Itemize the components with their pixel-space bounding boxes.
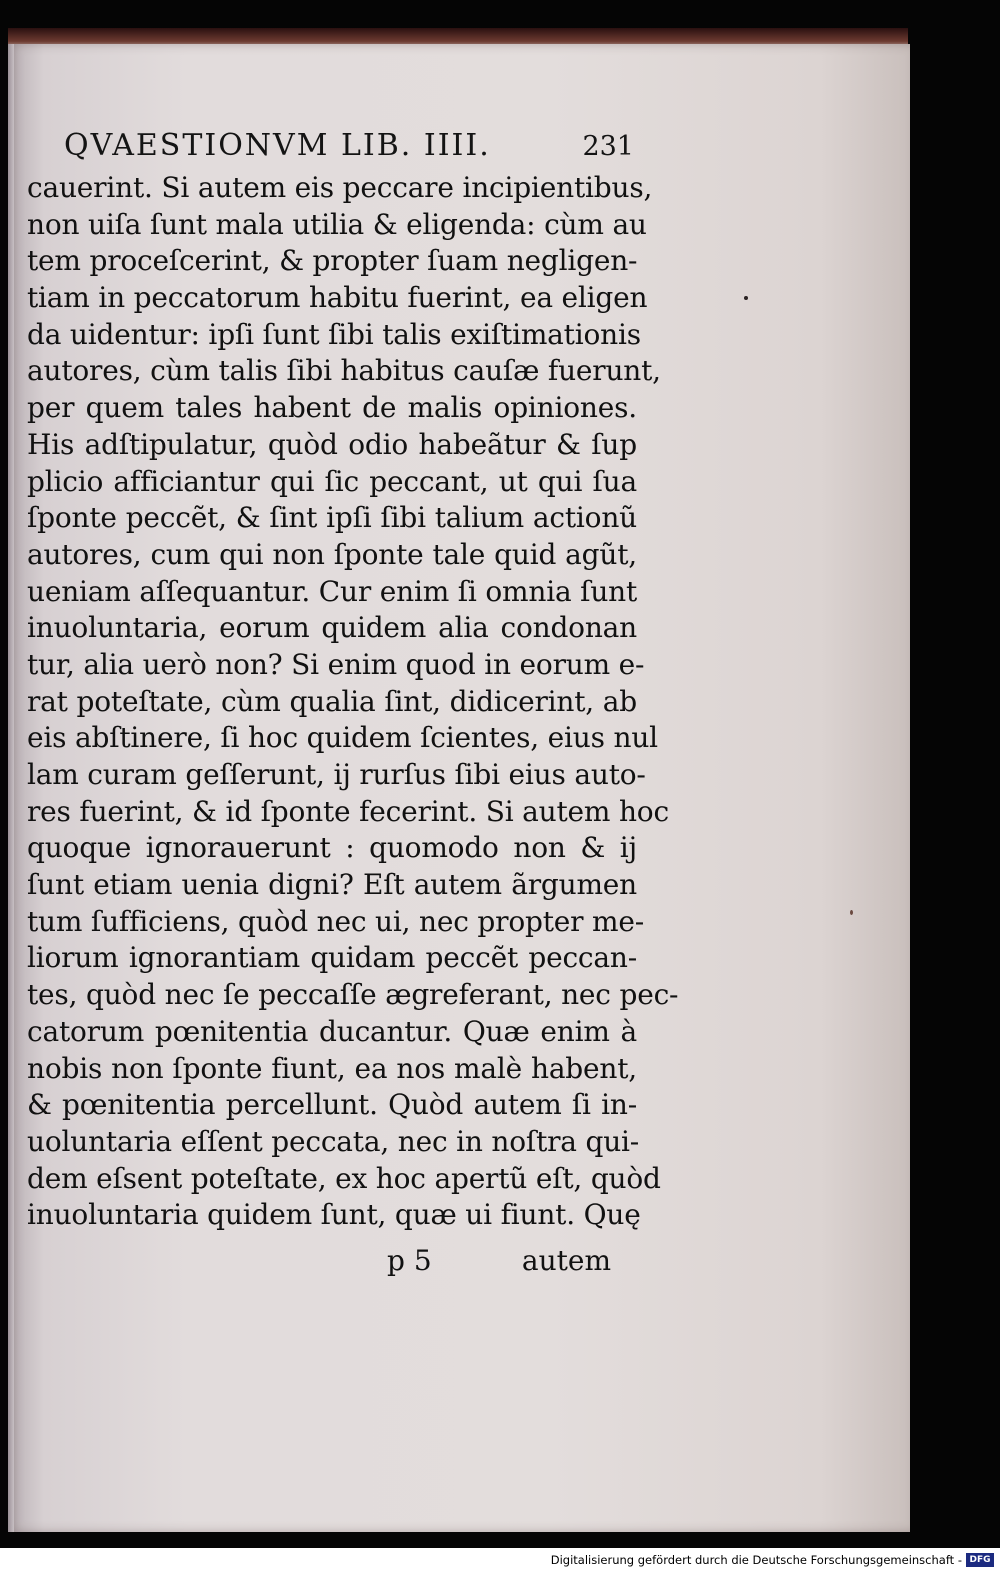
text-line: tiam in peccatorum habitu fuerint, ea eligen — [27, 281, 648, 315]
text-line: ſponte peccẽt, & ſint ipſi ſibi talium actionũ — [27, 501, 637, 535]
catchword: autem — [521, 1244, 611, 1277]
page-gutter-shadow — [8, 44, 14, 1532]
running-head-title: QVAESTIONVM LIB. IIII. — [64, 128, 491, 163]
text-line: da uidentur: ipſi ſunt ſibi talis exiſtimationis — [27, 317, 641, 351]
text-line: nobis non ſponte fiunt, ea nos malè habent, — [27, 1051, 637, 1085]
text-line: liorum ignorantiam quidam peccẽt peccan- — [27, 941, 637, 975]
text-line: tur, alia uerò non? Si enim quod in eorum e- — [27, 647, 645, 681]
text-line: inuoluntaria quidem ſunt, quæ ui fiunt. Quę — [27, 1198, 641, 1232]
text-line: uoluntaria eſſent peccata, nec in noſtra qui- — [27, 1124, 640, 1158]
paper-speck — [744, 296, 748, 300]
text-line: & pœnitentia percellunt. Quòd autem ſi in- — [27, 1088, 637, 1122]
text-line: rat poteſtate, cùm qualia ſint, didicerint, ab — [27, 684, 637, 718]
text-line: ſunt etiam uenia digni? Eſt autem ãrgumen — [27, 868, 637, 902]
text-line: lam curam geſſerunt, ij rurſus ſibi eius auto- — [27, 758, 646, 791]
running-head — [64, 128, 634, 163]
text-line: dem eſsent poteſtate, ex hoc apertũ eſt, quòd — [27, 1161, 661, 1195]
dfg-logo: DFG — [966, 1553, 994, 1567]
text-line: tum ſufficiens, quòd nec ui, nec propter me- — [27, 904, 645, 938]
text-line: quoque ignorauerunt : quomodo non & ij — [27, 831, 637, 865]
signature-line — [27, 1244, 637, 1284]
text-line: tem proceſcerint, & propter ſuam negligen- — [27, 244, 638, 278]
signature-mark: p 5 — [387, 1244, 432, 1277]
text-line: cauerint. Si autem eis peccare incipientibus, — [27, 171, 653, 204]
paper-speck — [850, 910, 853, 915]
text-line: autores, cum qui non ſponte tale quid agũt, — [27, 537, 637, 571]
text-line: His adſtipulatur, quòd odio habeãtur & ſup — [27, 427, 637, 461]
text-line: autores, cùm talis ſibi habitus cauſæ fuerunt, — [27, 354, 661, 388]
text-line: non uiſa ſunt mala utilia & eligenda: cùm au — [27, 207, 647, 241]
footer-bar — [0, 1548, 1000, 1573]
text-line: res fuerint, & id ſponte fecerint. Si autem hoc — [27, 794, 669, 828]
text-line: ueniam aſſequantur. Cur enim ſi omnia ſunt — [27, 574, 638, 608]
text-line: catorum pœnitentia ducantur. Quæ enim à — [27, 1014, 637, 1048]
text-line: plicio afficiantur qui ſic peccant, ut qui ſua — [27, 464, 637, 498]
footer-credit: Digitalisierung gefördert durch die Deutsche Forschungsgemeinschaft - — [550, 1553, 962, 1567]
body-text — [27, 170, 679, 1234]
text-line: eis abſtinere, ſi hoc quidem ſcientes, eius nul — [27, 721, 658, 755]
text-line: per quem tales habent de malis opiniones. — [27, 391, 637, 425]
page-number: 231 — [582, 131, 634, 162]
text-line: tes, quòd nec ſe peccaſſe ægreferant, nec pec- — [27, 978, 679, 1012]
text-line: inuoluntaria, eorum quidem alia condonan — [27, 611, 637, 645]
